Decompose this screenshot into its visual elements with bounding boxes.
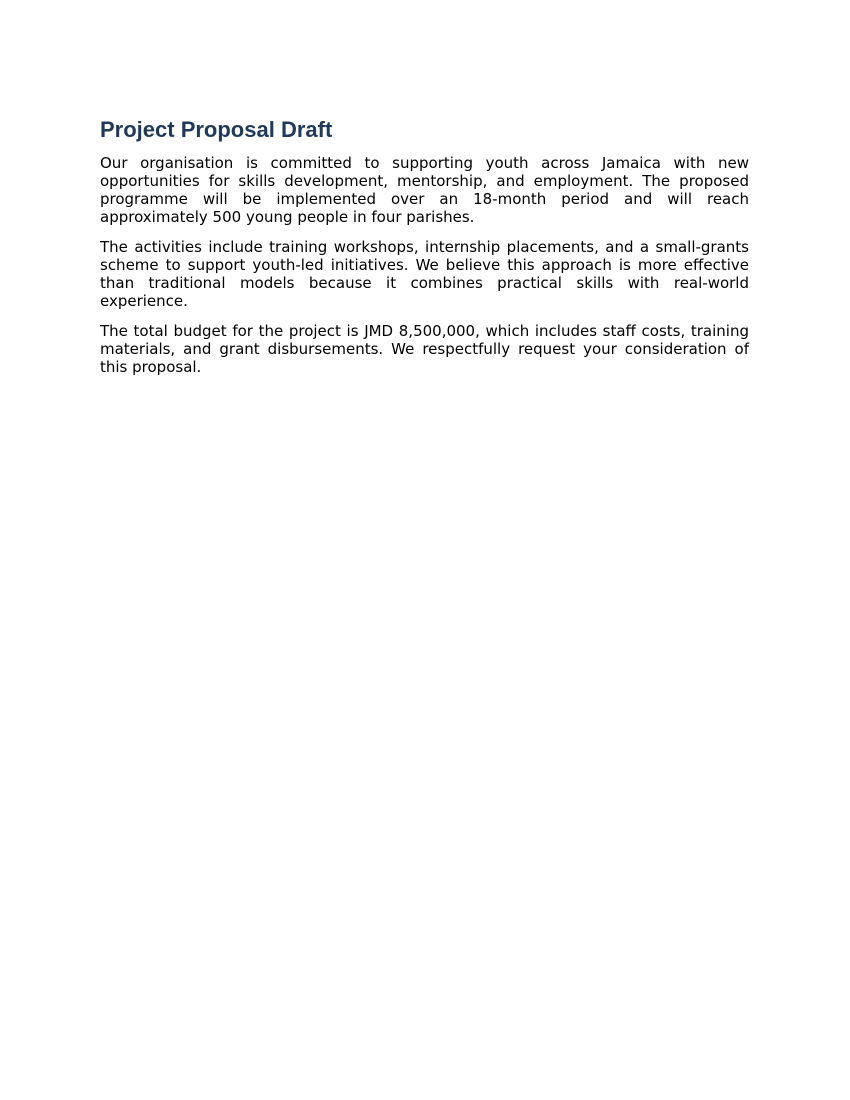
paragraph-activities: The activities include training workshops, internship placements, and a small-grants scheme to support youth-led initiatives. We believe this approach is more effective than traditional models because it combines practical skills with real-world experience. <box>100 238 749 310</box>
document-title: Project Proposal Draft <box>100 117 333 142</box>
paragraph-intro: Our organisation is committed to supporting youth across Jamaica with new opportunities for skills development, mentorship, and employment. The proposed programme will be implemented over an 18-month period and will reach approximately 500 young people in four parishes. <box>100 154 749 226</box>
document-page <box>100 115 749 388</box>
paragraph-budget: The total budget for the project is JMD 8,500,000, which includes staff costs, training materials, and grant disbursements. We respectfully request your consideration of this proposal. <box>100 322 749 376</box>
